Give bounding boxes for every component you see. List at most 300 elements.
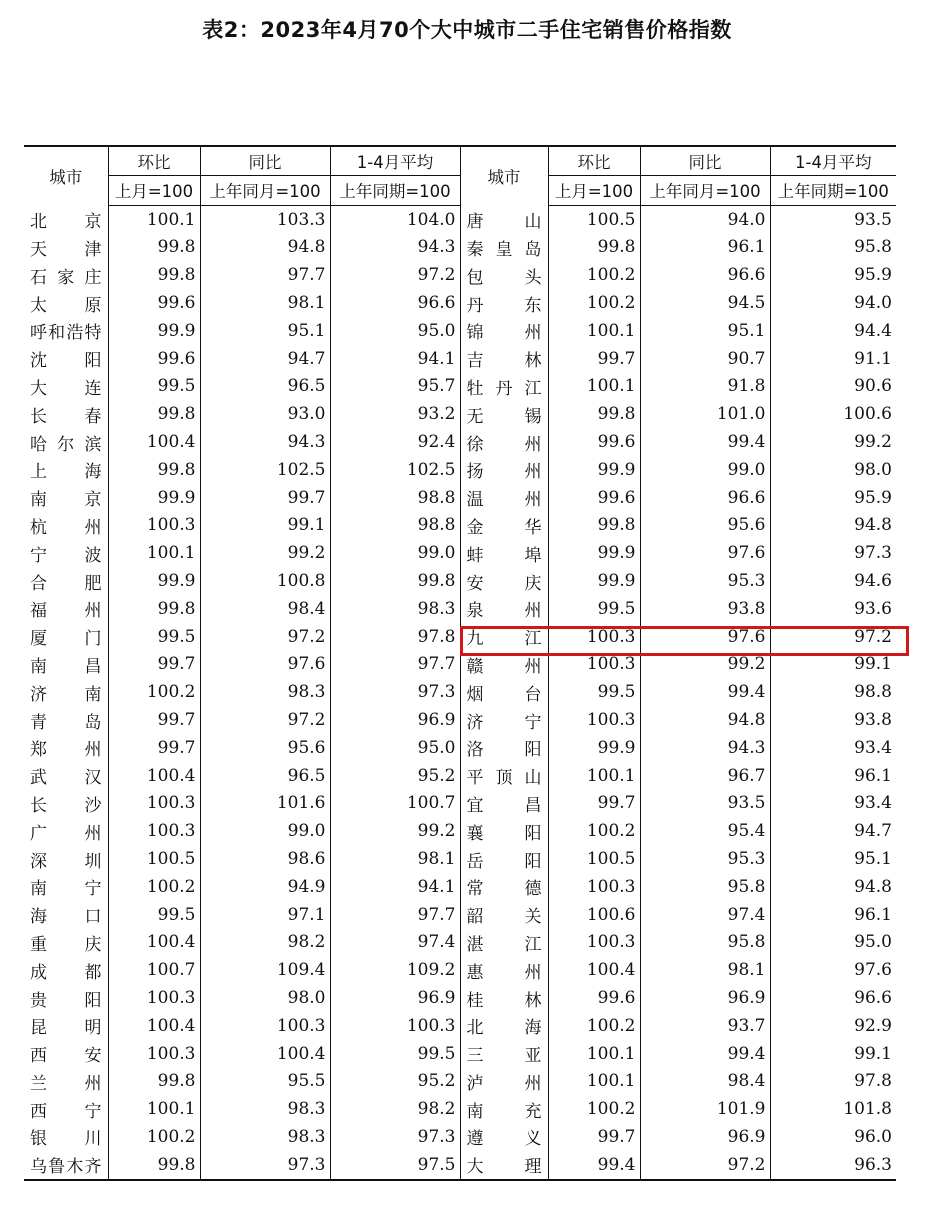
left-avg-value: 95.0 bbox=[330, 317, 460, 345]
left-city-name: 武汉 bbox=[30, 768, 102, 789]
left-city-name: 呼和浩特 bbox=[30, 323, 102, 344]
left-mom-value: 100.1 bbox=[108, 539, 200, 567]
right-yoy-value: 101.9 bbox=[640, 1095, 770, 1123]
left-yoy-value: 95.5 bbox=[200, 1068, 330, 1096]
right-mom-value: 99.5 bbox=[548, 595, 640, 623]
right-city-name: 遵义 bbox=[460, 1123, 548, 1151]
avg-base-header: 上年同期=100 bbox=[330, 175, 460, 205]
left-mom-value: 100.2 bbox=[108, 873, 200, 901]
right-mom-value: 100.2 bbox=[548, 261, 640, 289]
left-avg-value: 104.0 bbox=[330, 205, 460, 233]
right-avg-value: 97.2 bbox=[770, 623, 896, 651]
right-yoy-value: 101.0 bbox=[640, 400, 770, 428]
right-avg-value: 96.1 bbox=[770, 901, 896, 929]
right-city-name: 扬州 bbox=[460, 456, 548, 484]
right-avg-value: 96.3 bbox=[770, 1151, 896, 1180]
left-mom-value: 99.8 bbox=[108, 261, 200, 289]
right-mom-value: 99.7 bbox=[548, 1123, 640, 1151]
right-mom-value: 99.8 bbox=[548, 512, 640, 540]
table-row bbox=[24, 317, 896, 345]
right-avg-value: 96.0 bbox=[770, 1123, 896, 1151]
right-mom-value: 99.4 bbox=[548, 1151, 640, 1180]
table-row bbox=[24, 678, 896, 706]
right-mom-value: 99.8 bbox=[548, 234, 640, 262]
right-mom-value: 100.3 bbox=[548, 929, 640, 957]
left-city-name: 成都 bbox=[30, 962, 102, 983]
left-city-name: 西宁 bbox=[30, 1101, 102, 1122]
left-avg-value: 109.2 bbox=[330, 956, 460, 984]
city-header: 城市 bbox=[460, 146, 548, 205]
right-yoy-value: 96.9 bbox=[640, 984, 770, 1012]
left-mom-value: 99.6 bbox=[108, 289, 200, 317]
table-row bbox=[24, 1068, 896, 1096]
left-city-name: 石家庄 bbox=[30, 267, 102, 288]
left-yoy-value: 99.1 bbox=[200, 512, 330, 540]
left-mom-value: 99.8 bbox=[108, 400, 200, 428]
left-city-name: 济南 bbox=[30, 684, 102, 705]
left-avg-value: 98.2 bbox=[330, 1095, 460, 1123]
left-city-name: 海口 bbox=[30, 907, 102, 928]
right-avg-value: 97.3 bbox=[770, 539, 896, 567]
right-city-name: 烟台 bbox=[460, 678, 548, 706]
right-city-name: 襄阳 bbox=[460, 817, 548, 845]
right-city-name: 济宁 bbox=[460, 706, 548, 734]
right-mom-value: 100.1 bbox=[548, 373, 640, 401]
right-mom-value: 100.5 bbox=[548, 845, 640, 873]
right-mom-value: 100.3 bbox=[548, 651, 640, 679]
right-mom-value: 99.6 bbox=[548, 984, 640, 1012]
table-row bbox=[24, 1095, 896, 1123]
left-mom-value: 100.3 bbox=[108, 817, 200, 845]
right-avg-value: 94.6 bbox=[770, 567, 896, 595]
left-yoy-value: 100.3 bbox=[200, 1012, 330, 1040]
table-row bbox=[24, 567, 896, 595]
left-avg-value: 100.7 bbox=[330, 790, 460, 818]
left-mom-value: 100.3 bbox=[108, 790, 200, 818]
left-yoy-value: 109.4 bbox=[200, 956, 330, 984]
right-mom-value: 100.2 bbox=[548, 289, 640, 317]
right-mom-value: 99.5 bbox=[548, 678, 640, 706]
left-yoy-value: 98.3 bbox=[200, 1123, 330, 1151]
yoy-base-header: 上年同月=100 bbox=[200, 175, 330, 205]
table-row bbox=[24, 984, 896, 1012]
left-mom-value: 99.5 bbox=[108, 901, 200, 929]
right-city-name: 金华 bbox=[460, 512, 548, 540]
table-row bbox=[24, 289, 896, 317]
mom-base-header: 上月=100 bbox=[108, 175, 200, 205]
right-yoy-value: 98.1 bbox=[640, 956, 770, 984]
right-avg-value: 93.5 bbox=[770, 205, 896, 233]
left-mom-value: 100.5 bbox=[108, 845, 200, 873]
left-city-name: 银川 bbox=[30, 1129, 102, 1150]
city-header: 城市 bbox=[24, 146, 108, 205]
left-mom-value: 100.3 bbox=[108, 984, 200, 1012]
left-mom-value: 99.8 bbox=[108, 595, 200, 623]
right-yoy-value: 99.4 bbox=[640, 428, 770, 456]
left-avg-value: 95.2 bbox=[330, 762, 460, 790]
left-avg-value: 92.4 bbox=[330, 428, 460, 456]
left-yoy-value: 94.8 bbox=[200, 234, 330, 262]
right-city-name: 宜昌 bbox=[460, 790, 548, 818]
right-yoy-value: 96.1 bbox=[640, 234, 770, 262]
right-yoy-value: 98.4 bbox=[640, 1068, 770, 1096]
right-avg-value: 98.8 bbox=[770, 678, 896, 706]
right-avg-value: 94.8 bbox=[770, 512, 896, 540]
right-city-name: 大理 bbox=[460, 1151, 548, 1180]
left-mom-value: 100.4 bbox=[108, 1012, 200, 1040]
right-city-name: 温州 bbox=[460, 484, 548, 512]
right-yoy-value: 90.7 bbox=[640, 345, 770, 373]
left-city-name: 郑州 bbox=[30, 740, 102, 761]
avg-base-header: 上年同期=100 bbox=[770, 175, 896, 205]
table-row bbox=[24, 929, 896, 957]
right-avg-value: 101.8 bbox=[770, 1095, 896, 1123]
left-avg-value: 97.5 bbox=[330, 1151, 460, 1180]
right-yoy-value: 97.4 bbox=[640, 901, 770, 929]
right-yoy-value: 93.8 bbox=[640, 595, 770, 623]
table-row bbox=[24, 345, 896, 373]
left-city-name: 重庆 bbox=[30, 934, 102, 955]
yoy-header: 同比 bbox=[640, 146, 770, 175]
left-yoy-value: 98.0 bbox=[200, 984, 330, 1012]
left-mom-value: 100.4 bbox=[108, 428, 200, 456]
mom-header: 环比 bbox=[108, 146, 200, 175]
right-yoy-value: 91.8 bbox=[640, 373, 770, 401]
left-city-name: 南京 bbox=[30, 490, 102, 511]
right-yoy-value: 96.7 bbox=[640, 762, 770, 790]
table-row bbox=[24, 845, 896, 873]
table-row bbox=[24, 734, 896, 762]
table-row bbox=[24, 261, 896, 289]
right-yoy-value: 99.4 bbox=[640, 678, 770, 706]
right-mom-value: 99.9 bbox=[548, 539, 640, 567]
right-avg-value: 100.6 bbox=[770, 400, 896, 428]
right-mom-value: 100.2 bbox=[548, 1095, 640, 1123]
right-avg-value: 95.8 bbox=[770, 234, 896, 262]
left-city-name: 大连 bbox=[30, 378, 102, 399]
right-city-name: 九江 bbox=[460, 623, 548, 651]
right-yoy-value: 96.6 bbox=[640, 484, 770, 512]
right-avg-value: 93.6 bbox=[770, 595, 896, 623]
right-yoy-value: 96.9 bbox=[640, 1123, 770, 1151]
mom-base-header: 上月=100 bbox=[548, 175, 640, 205]
table-row bbox=[24, 595, 896, 623]
left-mom-value: 99.9 bbox=[108, 317, 200, 345]
left-city-name: 福州 bbox=[30, 601, 102, 622]
right-avg-value: 95.9 bbox=[770, 484, 896, 512]
right-mom-value: 100.2 bbox=[548, 1012, 640, 1040]
right-yoy-value: 99.0 bbox=[640, 456, 770, 484]
right-avg-value: 97.8 bbox=[770, 1068, 896, 1096]
right-yoy-value: 93.5 bbox=[640, 790, 770, 818]
left-avg-value: 97.7 bbox=[330, 651, 460, 679]
right-avg-value: 97.6 bbox=[770, 956, 896, 984]
right-yoy-value: 95.3 bbox=[640, 567, 770, 595]
right-yoy-value: 94.3 bbox=[640, 734, 770, 762]
right-city-name: 锦州 bbox=[460, 317, 548, 345]
left-city-name: 兰州 bbox=[30, 1073, 102, 1094]
right-avg-value: 98.0 bbox=[770, 456, 896, 484]
left-city-name: 南昌 bbox=[30, 656, 102, 677]
left-yoy-value: 93.0 bbox=[200, 400, 330, 428]
table-row bbox=[24, 790, 896, 818]
left-yoy-value: 98.4 bbox=[200, 595, 330, 623]
left-city-name: 南宁 bbox=[30, 879, 102, 900]
yoy-header: 同比 bbox=[200, 146, 330, 175]
right-city-name: 湛江 bbox=[460, 929, 548, 957]
left-avg-value: 99.2 bbox=[330, 817, 460, 845]
left-mom-value: 99.7 bbox=[108, 706, 200, 734]
right-city-name: 桂林 bbox=[460, 984, 548, 1012]
page-title: 表2：2023年4月70个大中城市二手住宅销售价格指数 bbox=[202, 18, 732, 42]
right-city-name: 丹东 bbox=[460, 289, 548, 317]
left-mom-value: 100.2 bbox=[108, 678, 200, 706]
left-city-name: 长春 bbox=[30, 406, 102, 427]
right-yoy-value: 95.8 bbox=[640, 873, 770, 901]
left-yoy-value: 98.3 bbox=[200, 678, 330, 706]
left-mom-value: 99.8 bbox=[108, 1068, 200, 1096]
yoy-base-header: 上年同月=100 bbox=[640, 175, 770, 205]
left-avg-value: 97.3 bbox=[330, 1123, 460, 1151]
right-avg-value: 92.9 bbox=[770, 1012, 896, 1040]
left-avg-value: 95.0 bbox=[330, 734, 460, 762]
right-yoy-value: 94.8 bbox=[640, 706, 770, 734]
header-row bbox=[24, 146, 896, 175]
left-avg-value: 97.8 bbox=[330, 623, 460, 651]
left-city-name: 西安 bbox=[30, 1046, 102, 1067]
left-avg-value: 98.8 bbox=[330, 512, 460, 540]
left-mom-value: 100.3 bbox=[108, 1040, 200, 1068]
right-avg-value: 91.1 bbox=[770, 345, 896, 373]
right-city-name: 北海 bbox=[460, 1012, 548, 1040]
table-row bbox=[24, 512, 896, 540]
left-yoy-value: 102.5 bbox=[200, 456, 330, 484]
left-yoy-value: 103.3 bbox=[200, 205, 330, 233]
right-mom-value: 100.4 bbox=[548, 956, 640, 984]
table-row bbox=[24, 1040, 896, 1068]
left-city-name: 贵阳 bbox=[30, 990, 102, 1011]
left-yoy-value: 96.5 bbox=[200, 373, 330, 401]
right-avg-value: 94.4 bbox=[770, 317, 896, 345]
right-mom-value: 100.6 bbox=[548, 901, 640, 929]
right-city-name: 秦皇岛 bbox=[460, 234, 548, 262]
left-avg-value: 102.5 bbox=[330, 456, 460, 484]
right-avg-value: 93.8 bbox=[770, 706, 896, 734]
table-row bbox=[24, 539, 896, 567]
right-mom-value: 100.3 bbox=[548, 873, 640, 901]
right-avg-value: 95.9 bbox=[770, 261, 896, 289]
table-row bbox=[24, 817, 896, 845]
left-avg-value: 94.1 bbox=[330, 345, 460, 373]
left-mom-value: 99.7 bbox=[108, 651, 200, 679]
right-yoy-value: 97.2 bbox=[640, 1151, 770, 1180]
table-row bbox=[24, 400, 896, 428]
left-yoy-value: 100.8 bbox=[200, 567, 330, 595]
left-yoy-value: 95.6 bbox=[200, 734, 330, 762]
left-avg-value: 98.1 bbox=[330, 845, 460, 873]
right-mom-value: 100.1 bbox=[548, 1040, 640, 1068]
left-avg-value: 99.8 bbox=[330, 567, 460, 595]
left-mom-value: 99.5 bbox=[108, 623, 200, 651]
left-avg-value: 95.7 bbox=[330, 373, 460, 401]
right-avg-value: 95.0 bbox=[770, 929, 896, 957]
right-avg-value: 94.7 bbox=[770, 817, 896, 845]
left-yoy-value: 98.6 bbox=[200, 845, 330, 873]
table-row bbox=[24, 901, 896, 929]
right-city-name: 安庆 bbox=[460, 567, 548, 595]
left-yoy-value: 94.3 bbox=[200, 428, 330, 456]
right-city-name: 洛阳 bbox=[460, 734, 548, 762]
right-city-name: 惠州 bbox=[460, 956, 548, 984]
right-yoy-value: 95.4 bbox=[640, 817, 770, 845]
left-city-name: 宁波 bbox=[30, 545, 102, 566]
right-city-name: 蚌埠 bbox=[460, 539, 548, 567]
table-row bbox=[24, 956, 896, 984]
left-yoy-value: 97.2 bbox=[200, 623, 330, 651]
left-yoy-value: 101.6 bbox=[200, 790, 330, 818]
table-row bbox=[24, 234, 896, 262]
right-avg-value: 95.1 bbox=[770, 845, 896, 873]
right-avg-value: 94.8 bbox=[770, 873, 896, 901]
right-mom-value: 99.8 bbox=[548, 400, 640, 428]
right-avg-value: 94.0 bbox=[770, 289, 896, 317]
left-city-name: 乌鲁木齐 bbox=[24, 1151, 108, 1180]
table-row bbox=[24, 484, 896, 512]
left-avg-value: 93.2 bbox=[330, 400, 460, 428]
table-row bbox=[24, 456, 896, 484]
left-avg-value: 97.4 bbox=[330, 929, 460, 957]
left-city-name: 广州 bbox=[30, 823, 102, 844]
right-city-name: 无锡 bbox=[460, 400, 548, 428]
left-avg-value: 96.6 bbox=[330, 289, 460, 317]
avg-header: 1-4月平均 bbox=[330, 146, 460, 175]
left-mom-value: 99.9 bbox=[108, 484, 200, 512]
left-city-name: 深圳 bbox=[30, 851, 102, 872]
right-mom-value: 99.7 bbox=[548, 345, 640, 373]
right-yoy-value: 95.1 bbox=[640, 317, 770, 345]
left-city-name: 天津 bbox=[30, 239, 102, 260]
right-mom-value: 99.9 bbox=[548, 734, 640, 762]
right-mom-value: 99.7 bbox=[548, 790, 640, 818]
right-city-name: 徐州 bbox=[460, 428, 548, 456]
left-city-name: 上海 bbox=[30, 462, 102, 483]
right-mom-value: 99.6 bbox=[548, 428, 640, 456]
left-avg-value: 99.0 bbox=[330, 539, 460, 567]
right-avg-value: 99.1 bbox=[770, 1040, 896, 1068]
right-city-name: 赣州 bbox=[460, 651, 548, 679]
right-yoy-value: 99.4 bbox=[640, 1040, 770, 1068]
left-mom-value: 100.2 bbox=[108, 1123, 200, 1151]
table-row bbox=[24, 873, 896, 901]
right-mom-value: 99.9 bbox=[548, 567, 640, 595]
table-row bbox=[24, 1012, 896, 1040]
right-avg-value: 96.1 bbox=[770, 762, 896, 790]
table-row bbox=[24, 762, 896, 790]
left-avg-value: 97.2 bbox=[330, 261, 460, 289]
left-mom-value: 99.5 bbox=[108, 373, 200, 401]
left-city-name: 杭州 bbox=[30, 517, 102, 538]
left-yoy-value: 96.5 bbox=[200, 762, 330, 790]
left-city-name: 北京 bbox=[30, 211, 102, 232]
avg-header: 1-4月平均 bbox=[770, 146, 896, 175]
left-yoy-value: 98.1 bbox=[200, 289, 330, 317]
left-mom-value: 99.8 bbox=[108, 456, 200, 484]
mom-header: 环比 bbox=[548, 146, 640, 175]
left-city-name: 合肥 bbox=[30, 573, 102, 594]
left-mom-value: 99.7 bbox=[108, 734, 200, 762]
left-yoy-value: 97.3 bbox=[200, 1151, 330, 1180]
left-yoy-value: 97.2 bbox=[200, 706, 330, 734]
table-row bbox=[24, 373, 896, 401]
left-yoy-value: 99.2 bbox=[200, 539, 330, 567]
table-body bbox=[24, 205, 896, 1179]
right-avg-value: 93.4 bbox=[770, 790, 896, 818]
left-city-name: 长沙 bbox=[30, 795, 102, 816]
right-avg-value: 90.6 bbox=[770, 373, 896, 401]
left-yoy-value: 97.1 bbox=[200, 901, 330, 929]
right-yoy-value: 97.6 bbox=[640, 539, 770, 567]
left-avg-value: 94.1 bbox=[330, 873, 460, 901]
right-mom-value: 100.3 bbox=[548, 623, 640, 651]
right-city-name: 牡丹江 bbox=[460, 373, 548, 401]
left-avg-value: 97.7 bbox=[330, 901, 460, 929]
table-row bbox=[24, 1123, 896, 1151]
left-city-name: 沈阳 bbox=[30, 351, 102, 372]
right-avg-value: 96.6 bbox=[770, 984, 896, 1012]
table-row bbox=[24, 1151, 896, 1180]
right-city-name: 常德 bbox=[460, 873, 548, 901]
right-city-name: 南充 bbox=[460, 1095, 548, 1123]
left-yoy-value: 98.2 bbox=[200, 929, 330, 957]
right-city-name: 唐山 bbox=[460, 205, 548, 233]
right-city-name: 平顶山 bbox=[460, 762, 548, 790]
right-city-name: 泸州 bbox=[460, 1068, 548, 1096]
right-yoy-value: 94.0 bbox=[640, 205, 770, 233]
right-avg-value: 99.1 bbox=[770, 651, 896, 679]
right-mom-value: 100.2 bbox=[548, 817, 640, 845]
table-row bbox=[24, 205, 896, 233]
left-avg-value: 98.8 bbox=[330, 484, 460, 512]
left-yoy-value: 98.3 bbox=[200, 1095, 330, 1123]
left-yoy-value: 99.0 bbox=[200, 817, 330, 845]
right-yoy-value: 95.3 bbox=[640, 845, 770, 873]
left-city-name: 昆明 bbox=[30, 1018, 102, 1039]
right-yoy-value: 95.8 bbox=[640, 929, 770, 957]
highlight-box bbox=[460, 626, 909, 656]
price-index-table bbox=[24, 145, 896, 1181]
left-avg-value: 95.2 bbox=[330, 1068, 460, 1096]
left-mom-value: 100.3 bbox=[108, 512, 200, 540]
right-mom-value: 100.3 bbox=[548, 706, 640, 734]
left-avg-value: 97.3 bbox=[330, 678, 460, 706]
left-city-name: 厦门 bbox=[30, 629, 102, 650]
right-avg-value: 99.2 bbox=[770, 428, 896, 456]
left-yoy-value: 94.9 bbox=[200, 873, 330, 901]
left-yoy-value: 100.4 bbox=[200, 1040, 330, 1068]
right-city-name: 韶关 bbox=[460, 901, 548, 929]
right-avg-value: 93.4 bbox=[770, 734, 896, 762]
right-city-name: 三亚 bbox=[460, 1040, 548, 1068]
left-yoy-value: 97.7 bbox=[200, 261, 330, 289]
right-yoy-value: 93.7 bbox=[640, 1012, 770, 1040]
right-mom-value: 100.1 bbox=[548, 1068, 640, 1096]
left-mom-value: 100.1 bbox=[108, 1095, 200, 1123]
left-mom-value: 99.8 bbox=[108, 234, 200, 262]
left-yoy-value: 99.7 bbox=[200, 484, 330, 512]
left-avg-value: 96.9 bbox=[330, 706, 460, 734]
right-city-name: 岳阳 bbox=[460, 845, 548, 873]
right-yoy-value: 99.2 bbox=[640, 651, 770, 679]
